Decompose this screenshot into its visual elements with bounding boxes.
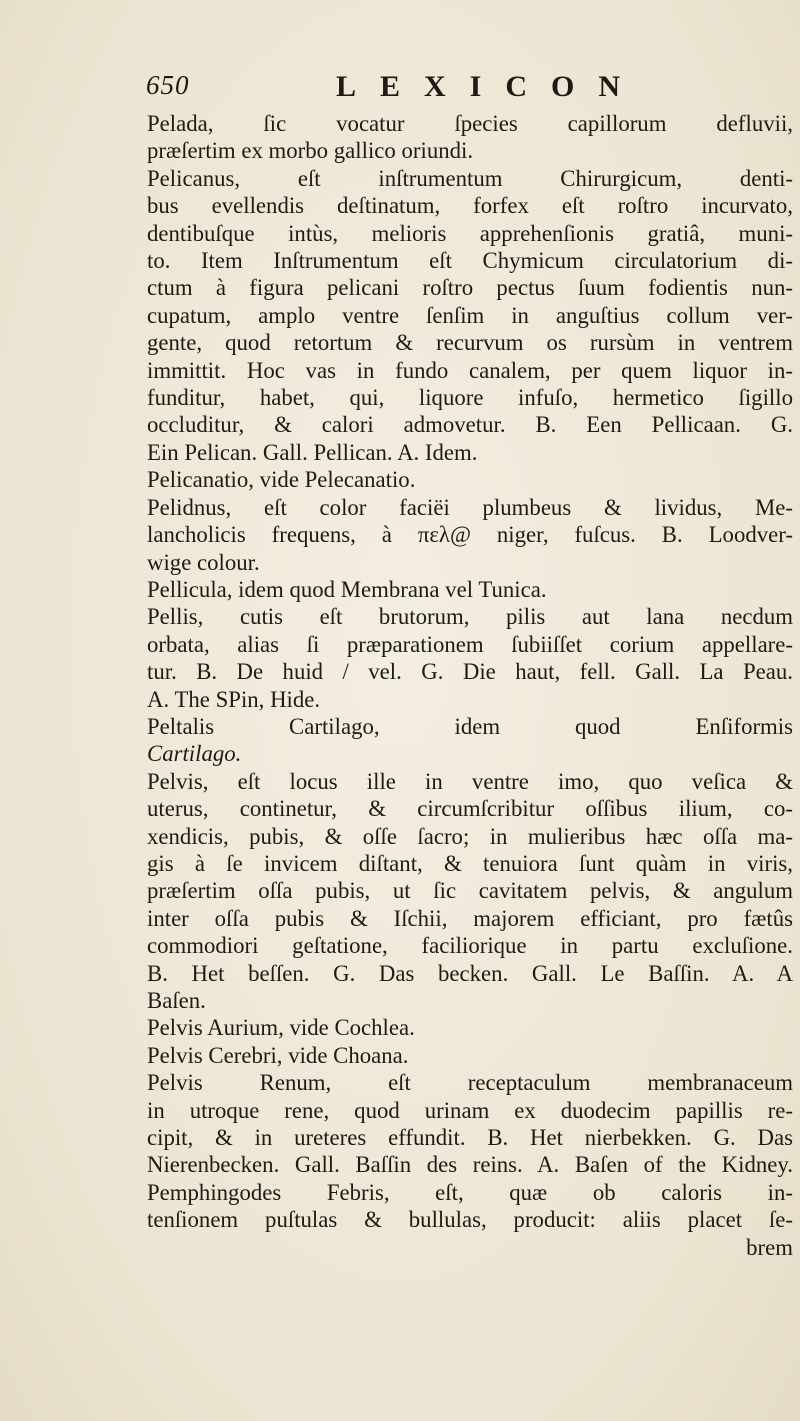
entry-pelicanus — [147, 165, 793, 466]
text-line: Pelada, ſic vocatur ſpecies capillorum defluvii, — [147, 111, 793, 136]
text-line: Pelicanatio, vide Pelecanatio. — [147, 467, 416, 493]
text-line: cupatum, amplo ventre ſenſim in anguſtius collum ver- — [147, 302, 793, 328]
dictionary-text — [147, 110, 793, 1261]
text-line: in utroque rene, quod urinam ex duodecim papillis re- — [147, 1097, 793, 1123]
text-line: Pellis, cutis eſt brutorum, pilis aut lana necdum — [147, 604, 793, 630]
text-line: præſertim oſſa pubis, ut ſic cavitatem pelvis, & angulum — [147, 878, 793, 904]
text-line: tur. B. De huid / vel. G. Die haut, fell. Gall. La Peau. — [147, 659, 793, 685]
entry-pellicula — [147, 576, 793, 603]
text-line: inter oſſa pubis & Iſchii, majorem efficiant, pro fætûs — [147, 905, 793, 931]
text-line: occluditur, & calori admovetur. B. Een Pellicaan. G. — [147, 412, 793, 438]
text-line: Pelvis Aurium, vide Cochlea. — [147, 1015, 415, 1041]
text-line: gente, quod retortum & recurvum os rursùm in ventrem — [147, 330, 793, 356]
text-line: Peltalis Cartilago, idem quod Enſiformis — [147, 713, 793, 739]
text-line: orbata, alias ſi præparationem ſubiiſſet corium appellare- — [147, 631, 793, 657]
entry-pelvis-aurium — [147, 1014, 793, 1041]
text-line: funditur, habet, qui, liquore infuſo, hermetico ſigillo — [147, 385, 793, 411]
text-line: dentibuſque intùs, melioris apprehenſionis gratiâ, muni- — [147, 220, 793, 246]
entry-pelada — [147, 110, 793, 165]
entry-peltalis-cartilago — [147, 713, 793, 768]
text-line: Pelvis Cerebri, vide Choana. — [147, 1042, 409, 1068]
entry-pelvis — [147, 768, 793, 1015]
text-line: Baſen. — [147, 988, 206, 1013]
text-line: tenſionem puſtulas & bullulas, producit: aliis placet ſe- — [147, 1207, 793, 1233]
entry-pelvis-cerebri — [147, 1042, 793, 1069]
text-line: commodiori geſtatione, faciliorique in partu excluſione. — [147, 933, 793, 959]
entry-pellis — [147, 603, 793, 713]
text-line: Pellicula, idem quod Membrana vel Tunica. — [147, 576, 547, 602]
text-line: immittit. Hoc vas in fundo canalem, per quem liquor in- — [147, 357, 793, 383]
text-line: Nierenbecken. Gall. Baſſin des reins. A. Baſen of the Kidney. — [147, 1152, 793, 1178]
catchword: brem — [746, 1234, 793, 1260]
text-line: wige colour. — [147, 549, 260, 575]
text-line: uterus, continetur, & circumſcribitur oſſibus ilium, co- — [147, 796, 793, 822]
text-line: Pelvis Renum, eſt receptaculum membranaceum — [147, 1070, 793, 1096]
text-line: Ein Pelican. Gall. Pellican. A. Idem. — [147, 439, 478, 465]
text-line: Cartilago. — [147, 741, 242, 767]
entry-pelvis-renum — [147, 1069, 793, 1261]
text-line: xendicis, pubis, & oſſe ſacro; in mulieribus hæc oſſa ma- — [147, 823, 793, 849]
entry-pelidnus — [147, 494, 793, 576]
text-line: bus evellendis deſtinatum, forfex eſt roſtro incurvato, — [147, 193, 793, 219]
text-line: cipit, & in ureteres effundit. B. Het nierbekken. G. Das — [147, 1125, 793, 1151]
entry-pelicanatio — [147, 466, 793, 493]
running-head: LEXICON — [336, 70, 645, 103]
text-line: præſertim ex morbo gallico oriundi. — [147, 138, 474, 164]
page-header — [146, 70, 706, 110]
text-line: ctum à figura pelicani roſtro pectus ſuum fodientis nun- — [147, 275, 793, 301]
text-line: Pelidnus, eſt color faciëi plumbeus & lividus, Me- — [147, 494, 793, 520]
text-line: B. Het beſſen. G. Das becken. Gall. Le Baſſin. A. A — [147, 960, 793, 986]
text-line: Pemphingodes Febris, eſt, quæ ob caloris in- — [147, 1179, 793, 1205]
page-number: 650 — [146, 70, 190, 100]
text-line: Pelvis, eſt locus ille in ventre imo, quo veſica & — [147, 768, 793, 794]
text-line: to. Item Inſtrumentum eſt Chymicum circulatorium di- — [147, 248, 793, 274]
text-line: A. The SPin, Hide. — [147, 686, 321, 712]
text-line: Pelicanus, eſt inſtrumentum Chirurgicum, denti- — [147, 165, 793, 191]
text-line: lancholicis frequens, à πελ@ niger, fuſcus. B. Loodver- — [147, 522, 793, 548]
text-line: gis à ſe invicem diſtant, & tenuiora ſunt quàm in viris, — [147, 850, 793, 876]
